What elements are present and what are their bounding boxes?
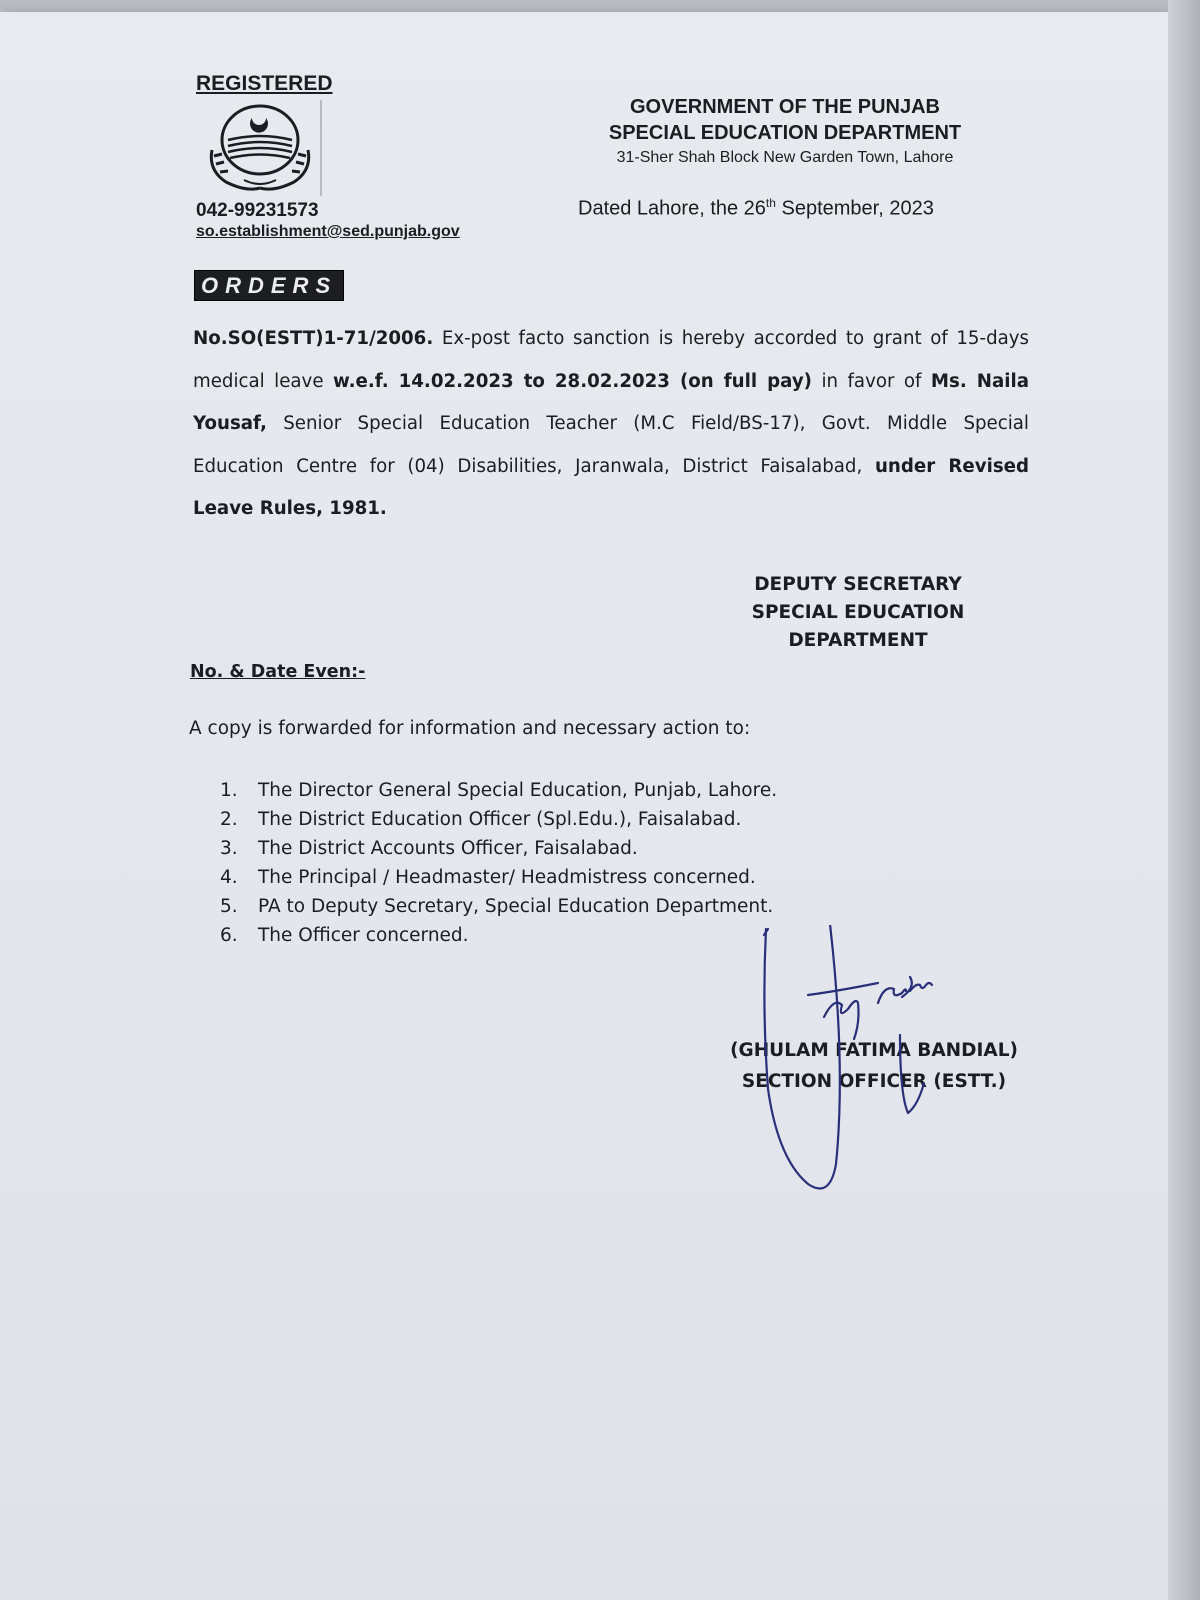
handwritten-signature [760,925,990,1210]
list-item: 1. The Director General Special Education, Punjab, Lahore. [220,780,778,801]
department-address: 31-Sher Shah Block New Garden Town, Lahore [616,149,954,166]
leave-rules: under Revised Leave Rules, 1981. [193,455,1029,519]
officer-title: SECTION OFFICER (ESTT.) [741,1071,1007,1092]
phone-number: 042-99231573 [196,200,319,221]
list-item: 6. The Officer concerned. [220,925,469,946]
document-date: Dated Lahore, the 26th September, 2023 [578,196,934,220]
order-body: No.SO(ESTT)1-71/2006. Ex-post facto sanction is hereby accorded to grant of 15-days medical leave w.e.f. 14.02.2023 to 28.02.2023 (on full pay) in favor of Ms. Naila Yousaf, Senior Special Education Teacher (M.C Field/BS-17), Govt. Middle Special Education Centre for (04) Disabilities, Jaranwala, District Faisalabad, under Revised Leave Rules, 1981. [193,328,1029,519]
leave-dates: w.e.f. 14.02.2023 to 28.02.2023 (on full pay) [332,370,812,392]
department-title: SPECIAL EDUCATION DEPARTMENT [608,122,962,144]
punjab-emblem-icon [204,100,326,196]
copy-forward-text: A copy is forwarded for information and necessary action to: [189,718,751,739]
email-address: so.establishment@sed.punjab.gov [196,223,460,240]
government-title: GOVERNMENT OF THE PUNJAB [629,96,941,118]
orders-heading: ORDERS [194,270,344,301]
officer-name: (GHULAM FATIMA BANDIAL) [730,1040,1018,1061]
deputy-secretary-block: DEPUTY SECRETARY SPECIAL EDUCATION DEPARTMENT [751,574,965,651]
employee-name: Ms. Naila Yousaf, [193,370,1029,434]
list-item: 4. The Principal / Headmaster/ Headmistress concerned. [220,867,756,888]
registered-label: REGISTERED [196,72,333,95]
list-item: 3. The District Accounts Officer, Faisalabad. [220,838,638,859]
recipient-list [220,776,777,950]
list-item: 2. The District Education Officer (Spl.Edu.), Faisalabad. [220,809,742,830]
paper-edge [1168,0,1200,1600]
reference-line: No. & Date Even:- [190,662,366,682]
list-item: 5. PA to Deputy Secretary, Special Education Department. [220,896,774,917]
order-number: No.SO(ESTT)1-71/2006. [193,328,434,349]
